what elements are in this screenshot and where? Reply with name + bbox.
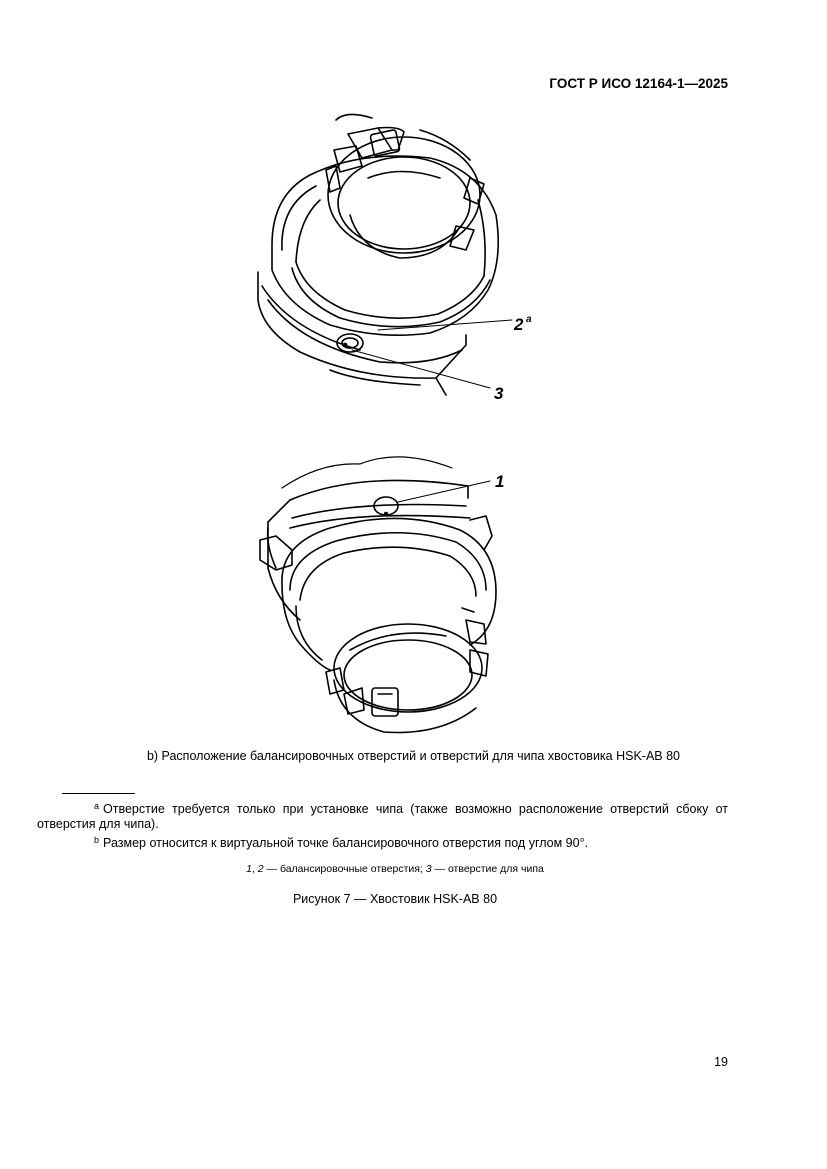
legend-desc-1: — балансировочные отверстия; [263,863,426,875]
figure-legend [0,863,790,875]
label-2-superscript: a [526,314,532,325]
footnote-b [37,833,728,851]
legend-key-2: 2 [257,863,264,875]
subfigure-caption: b) Расположение балансировочных отверстий и отверстий для чипа хвостовика HSK-AB 80 [146,749,681,763]
footnote-a-mark: a [94,801,100,811]
footnote-separator [62,793,135,794]
bottom-shank-view [260,457,496,733]
footnote-b-text: Размер относится к виртуальной точке балансировочного отверстия под углом 90°. [103,836,589,850]
legend-sep: , [251,863,258,875]
footnote-b-mark: b [94,835,100,845]
figure-title: Рисунок 7 — Хвостовик HSK-AB 80 [292,892,498,906]
legend-desc-2: — отверстие для чипа [431,863,544,875]
top-shank-view [258,114,512,395]
page-number: 19 [714,1055,728,1069]
document-header: ГОСТ Р ИСО 12164-1—2025 [549,76,728,91]
label-1: 1 [495,472,505,491]
footnote-a-text: Отверстие требуется только при установке чипа (также возможно расположение отверстий сбоку от отверстия для чипа). [37,802,728,831]
label-2: 2 [514,315,524,334]
label-3: 3 [494,384,504,403]
footnote-a [37,799,728,832]
legend-key-1: 1 [246,863,252,875]
legend-key-3: 3 [425,863,432,875]
